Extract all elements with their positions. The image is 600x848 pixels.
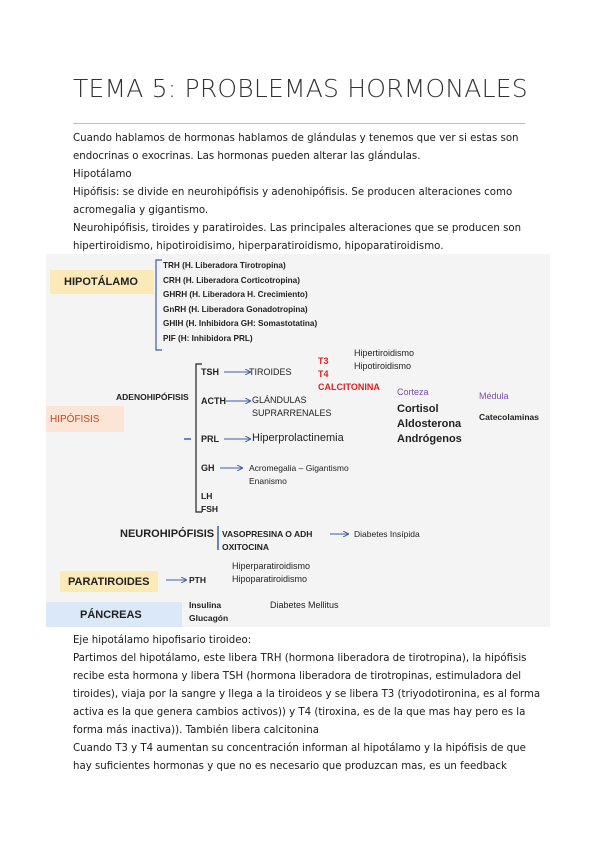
hipotalamo-bracket [156, 260, 162, 350]
vasopresina-label: VASOPRESINA O ADH [222, 529, 313, 539]
hipertiroidismo-label: Hipertiroidismo [354, 348, 415, 358]
eje-line: Eje hipotálamo hipofisario tiroideo: [73, 635, 252, 646]
eje-line: forma más inactiva)). También libera calcitonina [73, 725, 319, 736]
catecolaminas-label: Catecolaminas [479, 412, 539, 422]
enanismo-label: Enanismo [249, 476, 287, 486]
calcitonina-label: CALCITONINA [318, 382, 380, 392]
glucagon-label: Glucagón [189, 613, 229, 623]
fsh-label: FSH [201, 504, 218, 514]
pth-label: PTH [189, 575, 206, 585]
cortisol-label: Cortisol [397, 403, 439, 415]
acromegalia-label: Acromegalia – Gigantismo [249, 463, 349, 473]
aldosterona-label: Aldosterona [397, 418, 462, 430]
hormone-trh: TRH (H. Liberadora Tirotropina) [163, 261, 286, 270]
hormone-pif: PIF (H: Inhibidora PRL) [163, 333, 253, 343]
eje-line: Partimos del hipotálamo, este libera TRH (hormona liberadora de tirotropina), la hipófisis [73, 653, 527, 664]
pancreas-box: PÁNCREAS [46, 602, 182, 627]
corteza-hormones [397, 402, 462, 447]
diabetes-insipida-label: Diabetes Insípida [354, 529, 420, 539]
hiperparatiroidismo-label: Hiperparatiroidismo [232, 561, 311, 571]
t3-label: T3 [318, 356, 329, 366]
intro-line: Neurohipófisis, tiroides y paratiroides. Las principales alteraciones que se producen son [73, 223, 522, 234]
hipoparatiroidismo-label: Hipoparatiroidismo [232, 574, 308, 584]
eje-line: Cuando T3 y T4 aumentan su concentración informan al hipotálamo y la hipófisis de que [73, 743, 526, 754]
androgenos-label: Andrógenos [397, 433, 462, 445]
hormone-ghih: GHIH (H. Inhibidora GH: Somastotatina) [163, 319, 318, 329]
hiperprolactinemia-label: Hiperprolactinemia [252, 432, 344, 444]
intro-line: endocrinas o exocrinas. Las hormonas pueden alterar las glándulas. [73, 151, 421, 162]
intro-line: Hipófisis: se divide en neurohipófisis y adenohipófisis. Se producen alteraciones como [73, 187, 513, 198]
medula-label: Médula [479, 391, 509, 401]
t4-label: T4 [318, 369, 329, 379]
hormone-crh: CRH (H. Liberadora Corticotropina) [163, 275, 300, 285]
eje-line: recibe esta hormona y libera TSH (hormona liberadora de tirotropinas, estimuladora del [73, 671, 522, 682]
tiroides-label: TIROIDES [249, 367, 292, 377]
hipotalamo-box: HIPOTÁLAMO [50, 270, 154, 294]
adenohipofisis-label: ADENOHIPÓFISIS [116, 392, 189, 402]
hormone-gnrh: GnRH (H. Liberadora Gonadotropina) [163, 304, 308, 314]
acth-label: ACTH [201, 396, 226, 406]
eje-line: activa es la que genera cambios activos)) y T4 (tiroxina, es de la que mas hay pero es la [73, 707, 526, 718]
gh-label: GH [201, 463, 215, 473]
neurohipofisis-label: NEUROHIPÓFISIS [120, 528, 215, 540]
lh-label: LH [201, 491, 213, 501]
page-title: TEMA 5: PROBLEMAS HORMONALES [73, 74, 528, 103]
tsh-label: TSH [201, 367, 219, 377]
eje-line: tiroides), viaja por la sangre y llega a la tiroideos y se libera T3 (triyodotironina, es al forma [73, 689, 541, 700]
glandulas-line2: SUPRARRENALES [252, 408, 332, 418]
eje-paragraph [73, 632, 540, 776]
oxitocina-label: OXITOCINA [222, 542, 270, 552]
diabetes-mellitus-label: Diabetes Mellitus [270, 600, 339, 610]
insulina-label: Insulina [189, 600, 222, 610]
hipotalamo-hormone-list [163, 259, 317, 347]
hormone-ghrh: GHRH (H. Liberadora H. Crecimiento) [163, 290, 308, 300]
corteza-label: Corteza [397, 387, 429, 397]
paratiroides-box: PARATIROIDES [60, 571, 158, 592]
intro-line: Cuando hablamos de hormonas hablamos de glándulas y tenemos que ver si estas son [73, 133, 519, 144]
glandulas-line1: GLÁNDULAS [252, 395, 307, 405]
eje-line: hay suficientes hormonas y que no es necesario que produzcan mas, es un feedback [73, 761, 507, 772]
intro-line: acromegalia y gigantismo. [73, 205, 209, 216]
title-divider [73, 123, 525, 124]
intro-paragraph [73, 130, 521, 256]
prl-label: PRL [201, 434, 219, 444]
hipofisis-box: HIPÓFISIS [46, 406, 124, 432]
intro-line: hipertiroidismo, hipotiroidisimo, hiperparatiroidismo, hipoparatiroidismo. [73, 241, 444, 252]
hormone-diagram [46, 254, 550, 627]
intro-line: Hipotálamo [73, 169, 132, 180]
hipotiroidismo-label: Hipotiroidismo [354, 361, 412, 371]
